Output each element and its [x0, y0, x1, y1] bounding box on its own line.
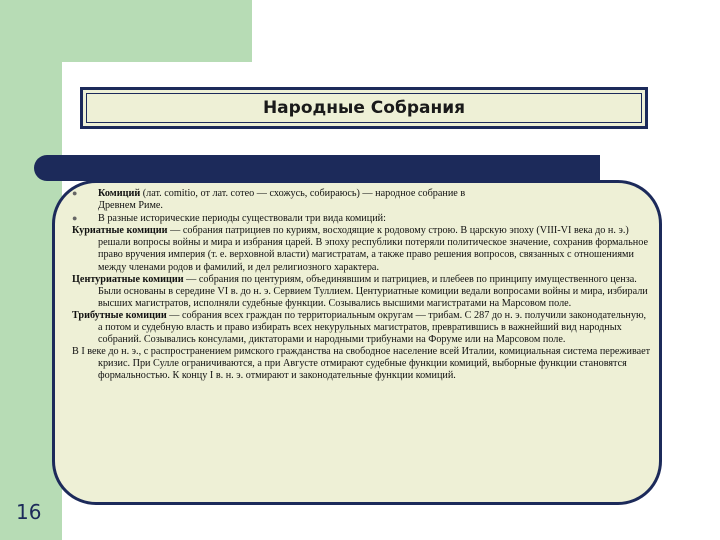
green-top-bg	[0, 0, 252, 62]
paragraph-types	[72, 212, 652, 225]
bullet-icon: ●	[72, 188, 78, 198]
term-comitia: Комиций	[98, 188, 141, 199]
paragraph-curiate	[72, 225, 652, 273]
paragraph-decline	[72, 346, 652, 382]
paragraph-text: Древнем Риме.	[98, 200, 163, 212]
paragraph-text: В I веке до н. э., с распространением римского гражданства на свободное население всей Италии, комициальная система переживает кризис. При Сулле ограничиваются, а при Августе отмирают судебные функции комиций, выборные функции становятся формальностью. К концу I в. н. э. отмирают и законодательные функции комиций.	[72, 346, 651, 382]
paragraph-tributa	[72, 310, 652, 346]
term-tributa: Трибутные комиции	[72, 309, 167, 321]
paragraph-centuriate	[72, 274, 652, 310]
paragraph-text: — собрания патрициев по куриям, восходящие к родовому строю. В царскую эпоху (VIII-VI века до н. э.) решали вопросы войны и мира и избрания царей. В эпоху республики потеряли политическое значение, сохранив формальное право вручения империя (т. е. верховной власти) магистратам, а также право решения вопросов, связанных с отношениями между членами родов и фамилий, и дел религиозного характера.	[98, 225, 648, 273]
bullet-icon: ●	[72, 213, 78, 224]
term-centuriate: Центуриатные комиции	[72, 273, 184, 285]
paragraph-comitia	[72, 187, 652, 212]
paragraph-text: В разные исторические периоды существовали три вида комиций:	[98, 213, 386, 225]
paragraph-text: — собрания по центуриям, объединявшим и патрициев, и плебеев по принципу имущественного ценза. Были основаны в середине VI в. до н. э. Сервием Туллием. Центуриатные комиции ведали вопросами войны и мира, избирали высших магистратов, исполняли судебные функции. Созывались высшими магистратами на Марсовом поле.	[98, 273, 648, 309]
term-curiate: Куриатные комиции	[72, 225, 168, 237]
header-bar	[34, 155, 600, 181]
page-number: 16	[16, 500, 42, 524]
title-banner	[80, 87, 648, 129]
page-title: Народные Собрания	[262, 98, 466, 118]
content-body	[72, 187, 652, 383]
paragraph-text: — собрания всех граждан по территориальным округам — трибам. С 287 до н. э. получили законодательную, а потом и судебную власть и право избирать всех некурульных магистратов, превратившись в важнейший вид народных собраний. Созывались консулами, диктаторами и народными трибунами на Форуме или на Марсовом поле.	[98, 309, 647, 346]
paragraph-text: (лат. comitio, от лат. coтeo — схожусь, собираюсь) — народное собрание в	[140, 188, 466, 199]
